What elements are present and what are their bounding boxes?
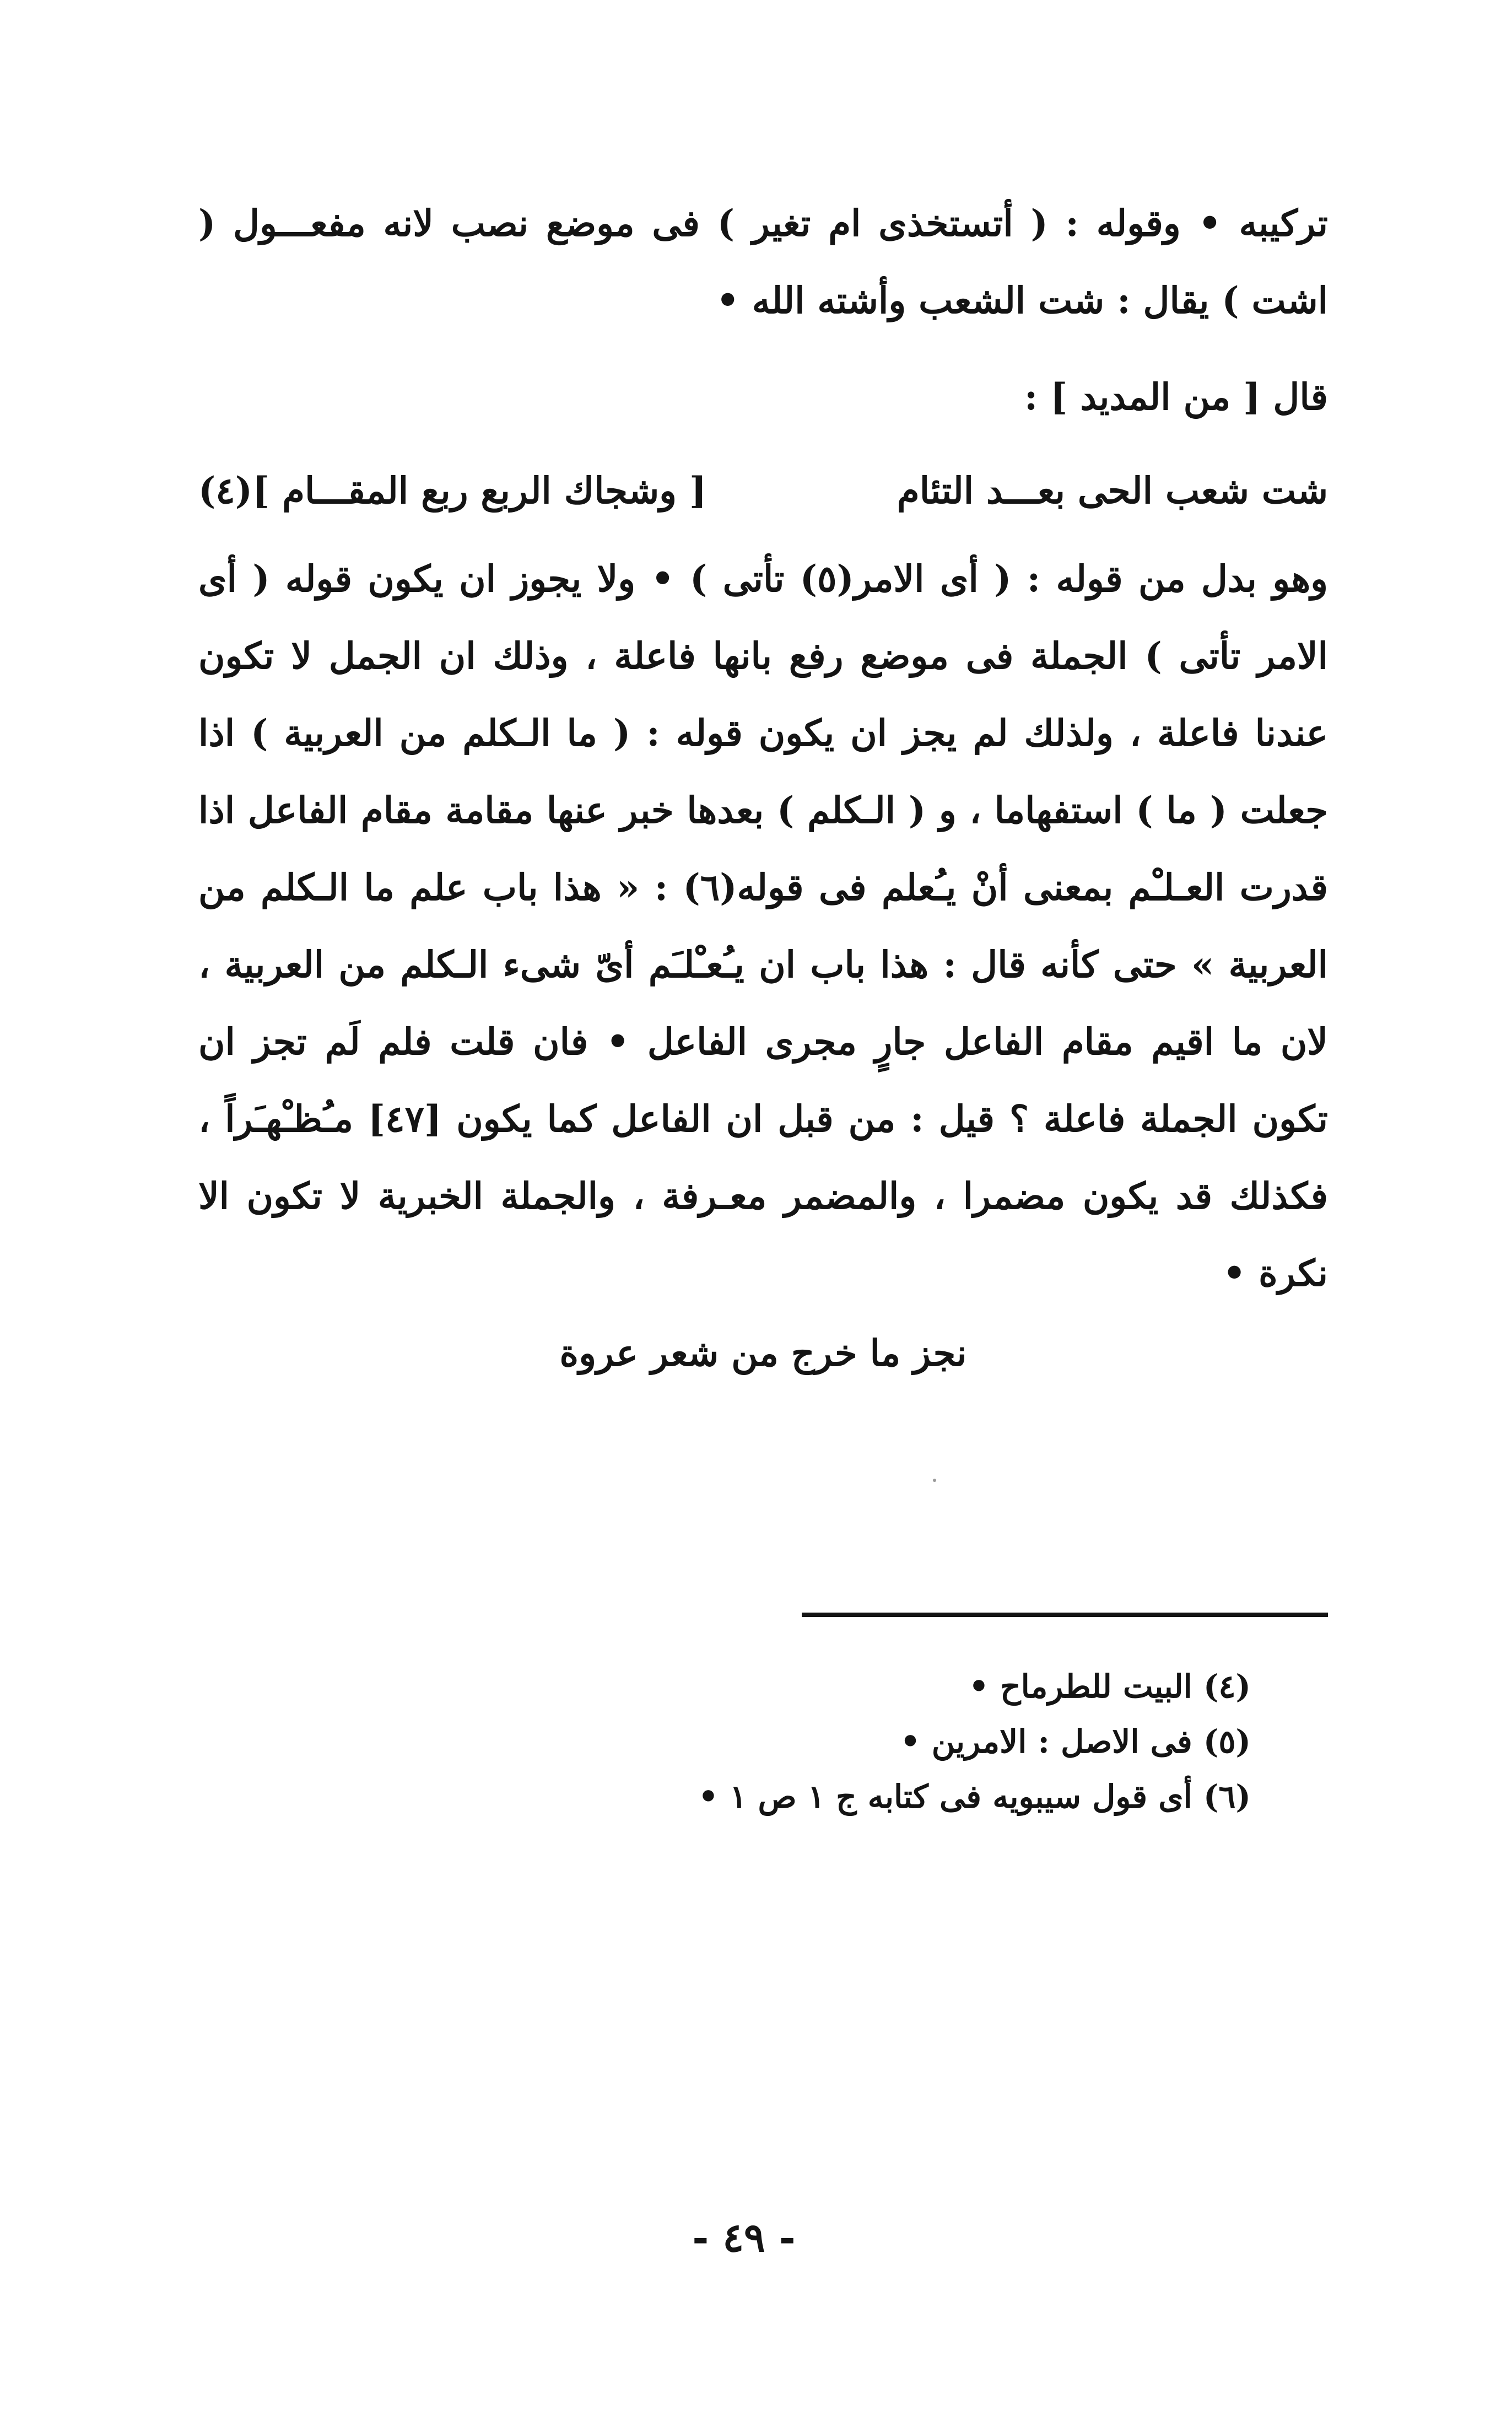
- print-speck: [933, 1479, 936, 1482]
- verse-second-hemistich: [ وشجاك الربع ربع المقـــام ](٤): [198, 469, 707, 512]
- verse-intro: [198, 358, 1328, 435]
- verse-intro-text: قال [ من المديد ] :: [1024, 375, 1328, 418]
- verse-first-hemistich: شت شعب الحى بعـــد التئام: [897, 469, 1328, 512]
- poetry-verse: [198, 452, 1328, 529]
- footnotes: [496, 1659, 1251, 1824]
- paragraph-opening: [198, 185, 1328, 339]
- footnote-divider: [802, 1613, 1328, 1617]
- paragraph-commentary: [198, 540, 1328, 1312]
- paragraph-text: وهو بدل من قوله : ( أى الامر(٥) تأتى ) • ولا يجوز ان يكون قوله ( أى الامر تأتى ) الجملة فى موضع رفع بانها فاعلة ، وذلك ان الجمل لا تكون عندنا فاعلة ، ولذلك لم يجز ان يكون قوله : ( ما الـكلم من العربية ) اذا جعلت ( ما ) استفهاما ، و ( الـكلم ) بعدها خبر عنها مقامة مقام الفاعل اذا قدرت العـلـْم بمعنى أنْ يـُعلم فى قوله(٦) : « هذا باب علم ما الـكلم من العربية » حتى كأنه قال : هذا باب ان يـُعـْلـَم أىّ شىء الـكلم من العربية ، لان ما اقيم مقام الفاعل جارٍ مجرى الفاعل • فان قلت فلم لَم تجز ان تكون الجملة فاعلة ؟ قيل : من قبل ان الفاعل كما يكون [٤٧] مـُظـْهـَراً ، فكذلك قد يكون مضمرا ، والمضمر معـرفة ، والجملة الخبرية لا تكون الا نكرة •: [198, 557, 1329, 1295]
- section-closing-heading: نجز ما خرج من شعر عروة: [559, 1332, 967, 1374]
- paragraph-text: تركيبه • وقوله : ( أتستخذى ام تغير ) فى موضع نصب لانه مفعـــول ( اشت ) يقال : شت الشعب وأشته الله •: [198, 202, 1328, 322]
- footnote-6: (٦) أى قول سيبويه فى كتابه ج ١ ص ١ •: [698, 1778, 1251, 1815]
- footnote-5: (٥) فى الاصل : الامرين •: [900, 1723, 1251, 1760]
- footnote-4: (٤) البيت للطرماح •: [968, 1668, 1251, 1705]
- page-number: - ٤٩ -: [692, 2214, 796, 2261]
